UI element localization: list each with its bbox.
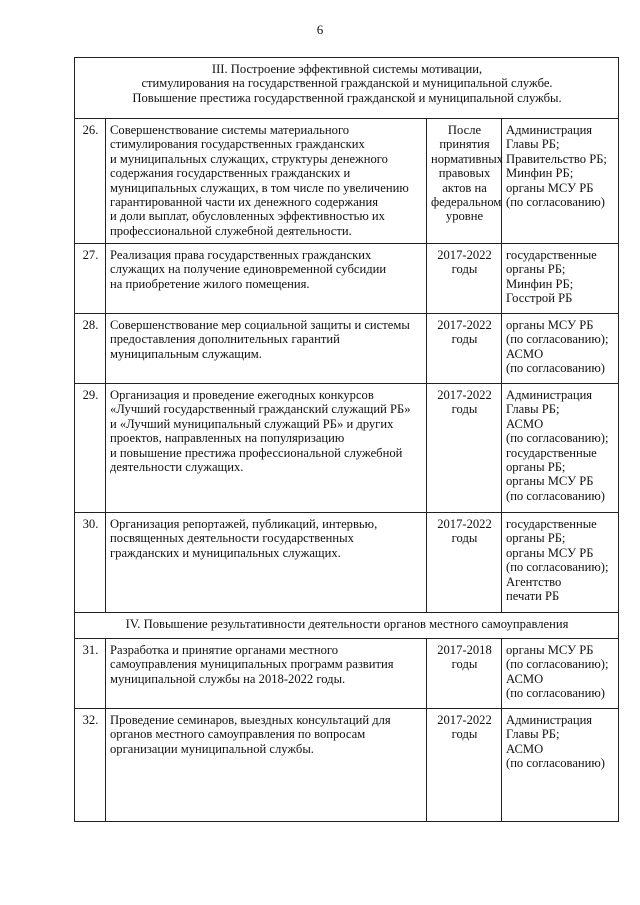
executors-text: органы МСУ РБ (по согласованию); АСМО (по согласованию) [502,639,619,709]
term-text: 2017-2022 годы [427,384,502,513]
term-text: После принятия нормативных правовых актов на федеральном уровне [427,119,502,244]
measure-text: Совершенствование мер социальной защиты и системы предоставления дополнительных гарантий муниципальным служащим. [106,314,427,384]
measures-table [74,57,619,822]
measure-text: Организация репортажей, публикаций, интервью, посвященных деятельности государственных гражданских и муниципальных служащих. [106,513,427,613]
table-row [75,119,619,244]
table-row [75,314,619,384]
executors-text: Администрация Главы РБ; Правительство РБ; Минфин РБ; органы МСУ РБ (по согласованию) [502,119,619,244]
term-text: 2017-2018 годы [427,639,502,709]
measure-text: Совершенствование системы материального стимулирования государственных гражданских и муниципальных служащих, структуры денежного содержания государственных гражданских и муниципальных служащих, в том числе по увеличению гарантированной части их денежного содержания и доли выплат, обусловленных эффективностью их профессиональной служебной деятельности. [106,119,427,244]
section-title [75,58,619,119]
section-title-text: IV. Повышение результативности деятельности органов местного самоуправления [125,617,569,631]
executors-text: государственные органы РБ; Минфин РБ; Госстрой РБ [502,244,619,314]
section-header-row [75,613,619,639]
measure-text: Реализация права государственных гражданских служащих на получение единовременной субсидии на приобретение жилого помещения. [106,244,427,314]
table-row [75,639,619,709]
row-number: 26. [75,119,106,244]
term-text: 2017-2022 годы [427,244,502,314]
row-number: 29. [75,384,106,513]
row-number: 31. [75,639,106,709]
section-title-text: III. Построение эффективной системы мотивации, стимулирования на государственной гражданской и муниципальной службе. Повышение престижа государственной гражданской и муниципальной службы. [132,62,562,105]
table-row [75,244,619,314]
row-number: 30. [75,513,106,613]
executors-text: Администрация Главы РБ; АСМО (по согласованию); государственные органы РБ; органы МСУ РБ (по согласованию) [502,384,619,513]
term-text: 2017-2022 годы [427,513,502,613]
page-number: 6 [316,22,324,37]
term-text: 2017-2022 годы [427,709,502,822]
row-number: 28. [75,314,106,384]
executors-text: органы МСУ РБ (по согласованию); АСМО (по согласованию) [502,314,619,384]
measure-text: Разработка и принятие органами местного самоуправления муниципальных программ развития муниципальной службы на 2018-2022 годы. [106,639,427,709]
measure-text: Организация и проведение ежегодных конкурсов «Лучший государственный гражданский служащий РБ» и «Лучший муниципальный служащий РБ» и других проектов, направленных на популяризацию и повышение престижа профессиональной служебной деятельности служащих. [106,384,427,513]
section-title [75,613,619,639]
table-row [75,384,619,513]
executors-text: государственные органы РБ; органы МСУ РБ (по согласованию); Агентство печати РБ [502,513,619,613]
table-row [75,709,619,822]
section-header-row [75,58,619,119]
row-number: 27. [75,244,106,314]
measure-text: Проведение семинаров, выездных консультаций для органов местного самоуправления по вопросам организации муниципальной службы. [106,709,427,822]
term-text: 2017-2022 годы [427,314,502,384]
executors-text: Администрация Главы РБ; АСМО (по согласованию) [502,709,619,822]
table-row [75,513,619,613]
row-number: 32. [75,709,106,822]
